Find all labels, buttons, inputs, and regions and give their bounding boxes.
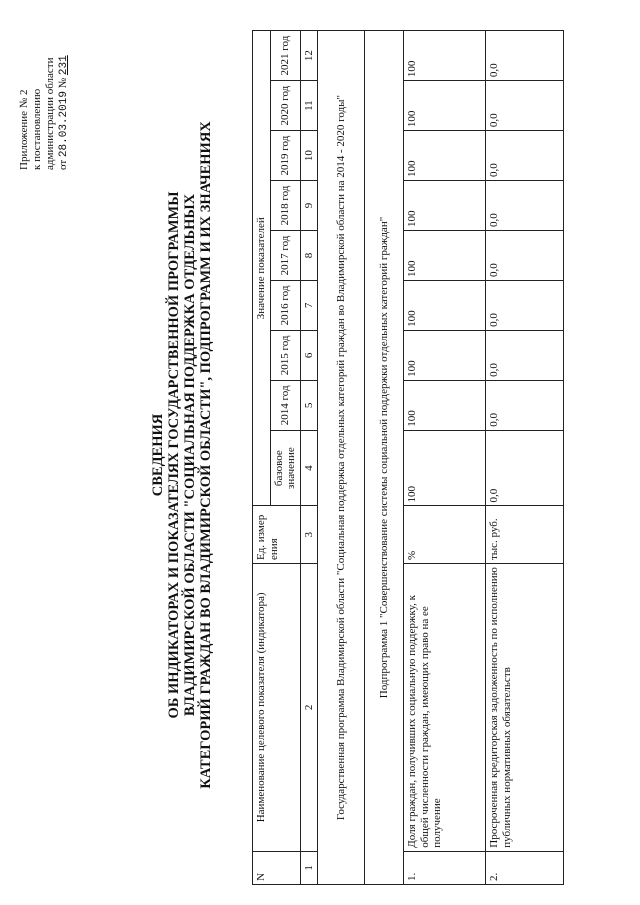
row-value: 100 xyxy=(404,31,486,81)
row-value: 0,0 xyxy=(486,430,564,506)
header-year-2016: 2016 год xyxy=(270,280,300,330)
header-year-2018: 2018 год xyxy=(270,181,300,231)
row-value: 100 xyxy=(404,280,486,330)
num-prefix: № xyxy=(57,77,69,89)
row-value: 0,0 xyxy=(486,230,564,280)
row-n: 1. xyxy=(404,851,486,884)
appendix-number: 231 xyxy=(58,55,70,76)
row-n: 2. xyxy=(486,851,564,884)
header-year-2014: 2014 год xyxy=(270,380,300,430)
header-n: N xyxy=(253,851,301,884)
col-num: 3 xyxy=(300,506,318,564)
program-title: Государственная программа Владимирской области "Социальная поддержка отдельных категорий граждан во Владимирской области на 2014 - 2020 годы" xyxy=(318,31,365,885)
appendix-date-line xyxy=(57,20,71,170)
subprogram-row xyxy=(365,31,404,885)
appendix-line3: администрации области xyxy=(44,57,56,170)
title-line3: ВЛАДИМИРСКОЙ ОБЛАСТИ "СОЦИАЛЬНАЯ ПОДДЕРЖКА ОТДЕЛЬНЫХ xyxy=(182,193,198,717)
col-num: 4 xyxy=(300,430,318,506)
header-unit: Ед. измер ения xyxy=(253,506,301,564)
date-prefix: от xyxy=(57,159,69,170)
appendix-line2: к постановлению xyxy=(31,88,43,170)
program-row xyxy=(318,31,365,885)
row-value: 100 xyxy=(404,380,486,430)
col-num: 9 xyxy=(300,181,318,231)
row-unit: % xyxy=(404,506,486,564)
row-name: Доля граждан, получивших социальную поддержку, к общей численности граждан, имеющих право на ее получение xyxy=(404,564,486,852)
header-year-2021: 2021 год xyxy=(270,31,300,81)
col-num: 12 xyxy=(300,31,318,81)
header-year-2017: 2017 год xyxy=(270,230,300,280)
title-line4: КАТЕГОРИЙ ГРАЖДАН ВО ВЛАДИМИРСКОЙ ОБЛАСТИ", ПОДПРОГРАММ И ИХ ЗНАЧЕНИЯХ xyxy=(198,121,214,789)
appendix-block xyxy=(18,20,71,170)
header-values-group: Значение показателей xyxy=(253,31,271,507)
header-year-2019: 2019 год xyxy=(270,131,300,181)
col-num: 6 xyxy=(300,330,318,380)
col-num: 8 xyxy=(300,230,318,280)
col-num: 5 xyxy=(300,380,318,430)
row-unit: тыс. руб. xyxy=(486,506,564,564)
header-name: Наименование целевого показателя (индикатора) xyxy=(253,564,301,852)
header-base: базовое значение xyxy=(270,430,300,506)
header-row-1 xyxy=(253,31,271,885)
col-num: 2 xyxy=(300,564,318,852)
row-value: 100 xyxy=(404,181,486,231)
row-value: 100 xyxy=(404,330,486,380)
col-num: 11 xyxy=(300,81,318,131)
row-value: 0,0 xyxy=(486,380,564,430)
table-row xyxy=(486,31,564,885)
col-num: 1 xyxy=(300,851,318,884)
row-value: 100 xyxy=(404,131,486,181)
header-year-2015: 2015 год xyxy=(270,330,300,380)
row-name: Просроченная кредиторская задолженность по исполнению публичных нормативных обязательств xyxy=(486,564,564,852)
header-year-2020: 2020 год xyxy=(270,81,300,131)
document-title xyxy=(150,65,214,845)
table-row xyxy=(404,31,486,885)
appendix-date: 28.03.2019 xyxy=(58,91,70,158)
row-value: 0,0 xyxy=(486,131,564,181)
row-value: 0,0 xyxy=(486,81,564,131)
row-value: 100 xyxy=(404,81,486,131)
row-value: 0,0 xyxy=(486,280,564,330)
col-num: 10 xyxy=(300,131,318,181)
row-value: 100 xyxy=(404,230,486,280)
appendix-line1: Приложение № 2 xyxy=(18,89,30,170)
title-line1: СВЕДЕНИЯ xyxy=(150,413,166,497)
column-numbers-row xyxy=(300,31,318,885)
title-line2: ОБ ИНДИКАТОРАХ И ПОКАЗАТЕЛЯХ ГОСУДАРСТВЕННОЙ ПРОГРАММЫ xyxy=(166,191,182,719)
subprogram-title: Подпрограмма 1 "Совершенствование системы социальной поддержки отдельных категорий граждан" xyxy=(365,31,404,885)
row-value: 0,0 xyxy=(486,181,564,231)
row-value: 0,0 xyxy=(486,31,564,81)
row-value: 100 xyxy=(404,430,486,506)
row-value: 0,0 xyxy=(486,330,564,380)
col-num: 7 xyxy=(300,280,318,330)
indicators-table xyxy=(252,30,564,885)
